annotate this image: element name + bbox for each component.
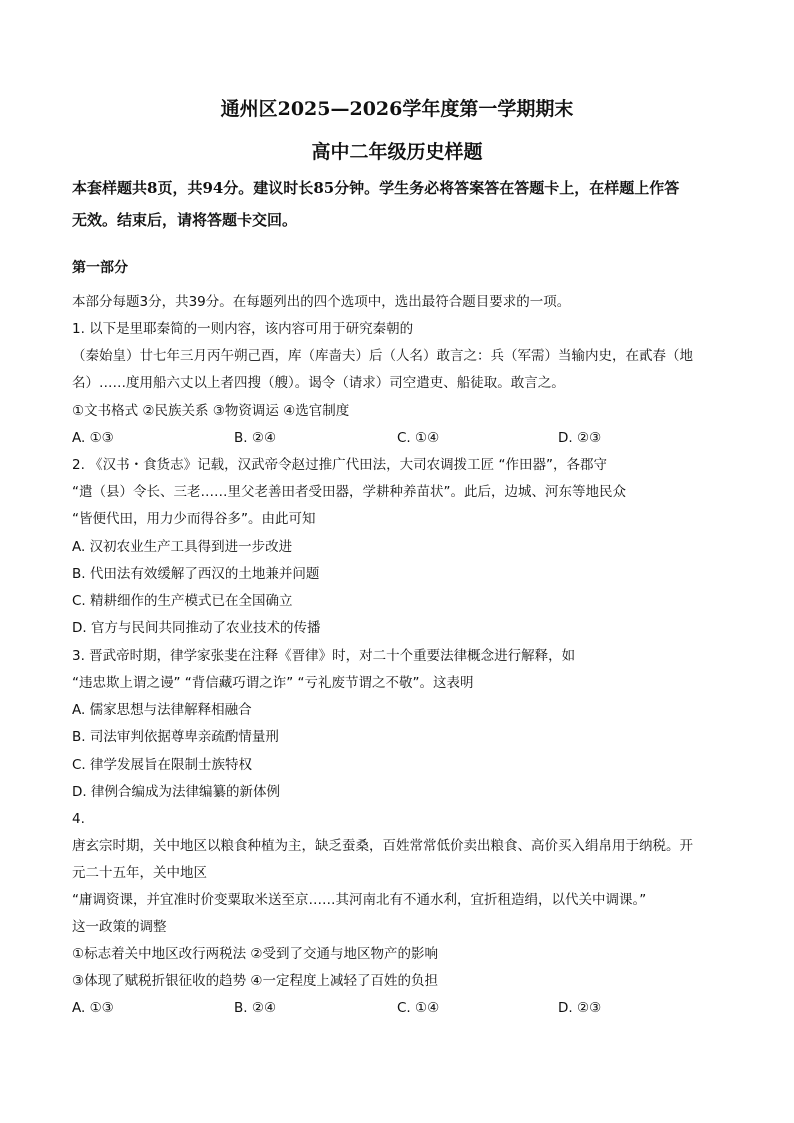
instructions-line: 本套样题共8页，共94分。建议时长85分钟。学生务必将答案答在答题卡上，在样题上作答 (72, 179, 680, 197)
question-1-material: （秦始皇）廿七年三月丙午朔己酉，库（库啬夫）后（人名）敢言之：兵（军需）当输内史，在貳春（地 (72, 348, 693, 364)
option-a: A. ①③ (72, 430, 114, 446)
option-b: B. 代田法有效缓解了西汉的土地兼并问题 (72, 566, 320, 582)
question-4-stem: 元二十五年，关中地区 (72, 865, 207, 881)
option-d: D. ②③ (558, 430, 602, 446)
exam-instructions (72, 172, 732, 236)
option-b: B. 司法审判依据尊卑亲疏酌情量刑 (72, 729, 279, 745)
question-4-stem: 唐玄宗时期，关中地区以粮食种植为主，缺乏蚕桑，百姓常常低价卖出粮食、高价买入绢帛用于纳税。开 (72, 838, 693, 854)
option-c: C. ①④ (397, 1000, 440, 1016)
option-c: C. 精耕细作的生产模式已在全国确立 (72, 593, 293, 609)
section-description: 本部分每题3分，共39分。在每题列出的四个选项中，选出最符合题目要求的一项。 (72, 294, 571, 310)
option-d: D. 官方与民间共同推动了农业技术的传播 (72, 620, 321, 636)
option-d: D. ②③ (558, 1000, 602, 1016)
question-1-material: 名）……度用船六丈以上者四搜（艘）。谒令（请求）司空遣吏、船徒取。敢言之。 (72, 375, 565, 391)
page-title: 通州区2025—2026学年度第一学期期末 (220, 98, 574, 120)
option-b: B. ②④ (234, 430, 277, 446)
question-3-material: “违忠欺上谓之谩” “背信藏巧谓之诈” “亏礼废节谓之不敬”。这表明 (72, 675, 474, 691)
option-a: A. 汉初农业生产工具得到进一步改进 (72, 539, 293, 555)
question-2-material: “皆便代田，用力少而得谷多”。由此可知 (72, 511, 316, 527)
question-2-stem: 2. 《汉书・食货志》记载，汉武帝令赵过推广代田法，大司农调拨工匠 “作田器”，各郡守 (72, 457, 607, 473)
question-4-items: ①标志着关中地区改行两税法 ②受到了交通与地区物产的影响 (72, 946, 438, 962)
option-b: B. ②④ (234, 1000, 277, 1016)
option-c: C. 律学发展旨在限制士族特权 (72, 757, 253, 773)
question-1-items: ①文书格式 ②民族关系 ③物资调运 ④选官制度 (72, 403, 350, 419)
question-4-items: ③体现了赋税折银征收的趋势 ④一定程度上减轻了百姓的负担 (72, 973, 438, 989)
question-2-material: “遣（县）令长、三老……里父老善田者受田器，学耕种养苗状”。此后，边城、河东等地民众 (72, 484, 626, 500)
section-title: 第一部分 (72, 260, 128, 276)
question-3-stem: 3. 晋武帝时期，律学家张斐在注释《晋律》时，对二十个重要法律概念进行解释，如 (72, 648, 576, 664)
question-4-number: 4. (72, 811, 85, 827)
question-4-prompt: 这一政策的调整 (72, 919, 167, 935)
instructions-line: 无效。结束后，请将答题卡交回。 (72, 211, 298, 229)
option-c: C. ①④ (397, 430, 440, 446)
option-d: D. 律例合编成为法律编纂的新体例 (72, 784, 280, 800)
question-4-material: “庸调资课，并宜准时价变粟取米送至京……其河南北有不通水利，宜折租造绢，以代关中调课。” (72, 892, 647, 908)
question-1-options (72, 428, 732, 448)
question-4-options (72, 998, 732, 1018)
option-a: A. 儒家思想与法律解释相融合 (72, 702, 252, 718)
question-1-stem: 1. 以下是里耶秦简的一则内容，该内容可用于研究秦朝的 (72, 321, 414, 337)
option-a: A. ①③ (72, 1000, 114, 1016)
page-subtitle: 高中二年级历史样题 (311, 141, 483, 163)
